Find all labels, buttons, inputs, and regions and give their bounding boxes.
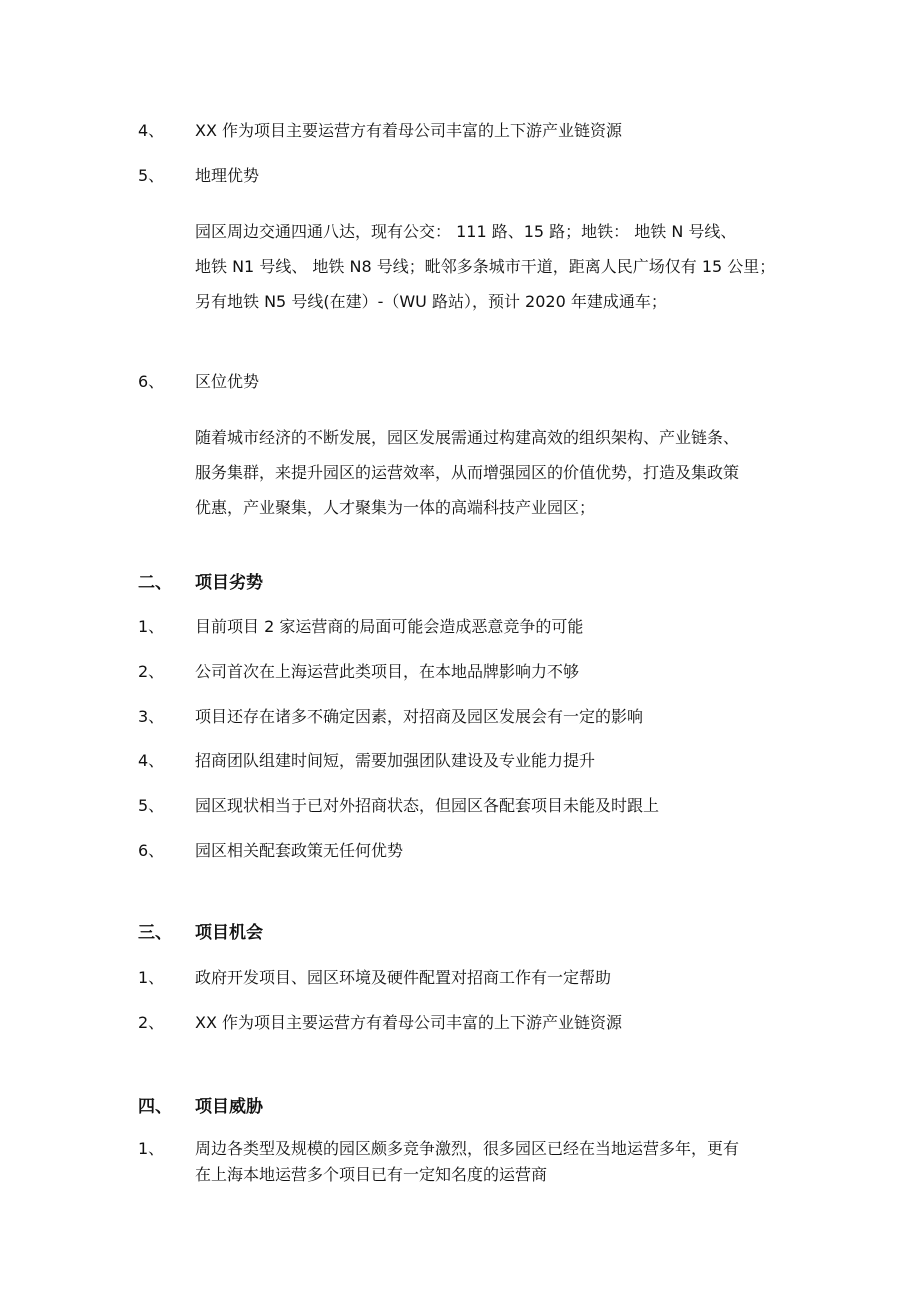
list-text: 公司首次在上海运营此类项目，在本地品牌影响力不够	[195, 662, 580, 681]
section-number: 二、	[138, 573, 172, 593]
list-number: 1、	[138, 968, 165, 987]
list-text-line: 周边各类型及规模的园区颇多竞争激烈，很多园区已经在当地运营多年，更有	[195, 1139, 740, 1158]
section-title: 项目劣势	[195, 573, 263, 593]
section-title: 项目威胁	[195, 1097, 263, 1117]
list-text-multiline	[195, 1136, 805, 1188]
list-number: 5、	[138, 796, 165, 815]
list-text: 招商团队组建时间短，需要加强团队建设及专业能力提升	[195, 751, 596, 770]
list-text: 园区相关配套政策无任何优势	[195, 841, 404, 860]
section-title: 项目机会	[195, 923, 263, 943]
list-text: 地理优势	[195, 166, 260, 185]
list-text: 区位优势	[195, 372, 260, 391]
list-number: 6、	[138, 372, 165, 391]
paragraph-line: 园区周边交通四通八达，现有公交： 111 路、15 路；地铁： 地铁 N 号线、	[195, 222, 737, 241]
list-number: 1、	[138, 617, 165, 636]
location-paragraph	[195, 420, 805, 525]
geo-paragraph	[195, 214, 805, 319]
list-text: 政府开发项目、园区环境及硬件配置对招商工作有一定帮助	[195, 968, 612, 987]
list-text: 园区现状相当于已对外招商状态，但园区各配套项目未能及时跟上	[195, 796, 660, 815]
paragraph-line: 地铁 N1 号线、 地铁 N8 号线；毗邻多条城市干道，距离人民广场仅有 15 公里；	[195, 257, 776, 276]
list-number: 6、	[138, 841, 165, 860]
list-text-line: 在上海本地运营多个项目已有一定知名度的运营商	[195, 1165, 548, 1184]
list-text: 目前项目 2 家运营商的局面可能会造成恶意竞争的可能	[195, 617, 584, 636]
list-number: 5、	[138, 166, 165, 185]
list-text: 项目还存在诸多不确定因素，对招商及园区发展会有一定的影响	[195, 707, 644, 726]
section-number: 三、	[138, 923, 172, 943]
list-number: 2、	[138, 1013, 165, 1032]
paragraph-line: 另有地铁 N5 号线(在建）-（WU 路站），预计 2020 年建成通车；	[195, 292, 667, 311]
list-text: XX 作为项目主要运营方有着母公司丰富的上下游产业链资源	[195, 121, 623, 140]
section-number: 四、	[138, 1097, 172, 1117]
list-number: 1、	[138, 1139, 165, 1158]
paragraph-line: 优惠，产业聚集，人才聚集为一体的高端科技产业园区；	[195, 498, 596, 517]
list-number: 3、	[138, 707, 165, 726]
list-number: 2、	[138, 662, 165, 681]
list-number: 4、	[138, 751, 165, 770]
list-text: XX 作为项目主要运营方有着母公司丰富的上下游产业链资源	[195, 1013, 623, 1032]
list-number: 4、	[138, 121, 165, 140]
paragraph-line: 服务集群，来提升园区的运营效率，从而增强园区的价值优势，打造及集政策	[195, 463, 740, 482]
paragraph-line: 随着城市经济的不断发展，园区发展需通过构建高效的组织架构、产业链条、	[195, 428, 740, 447]
